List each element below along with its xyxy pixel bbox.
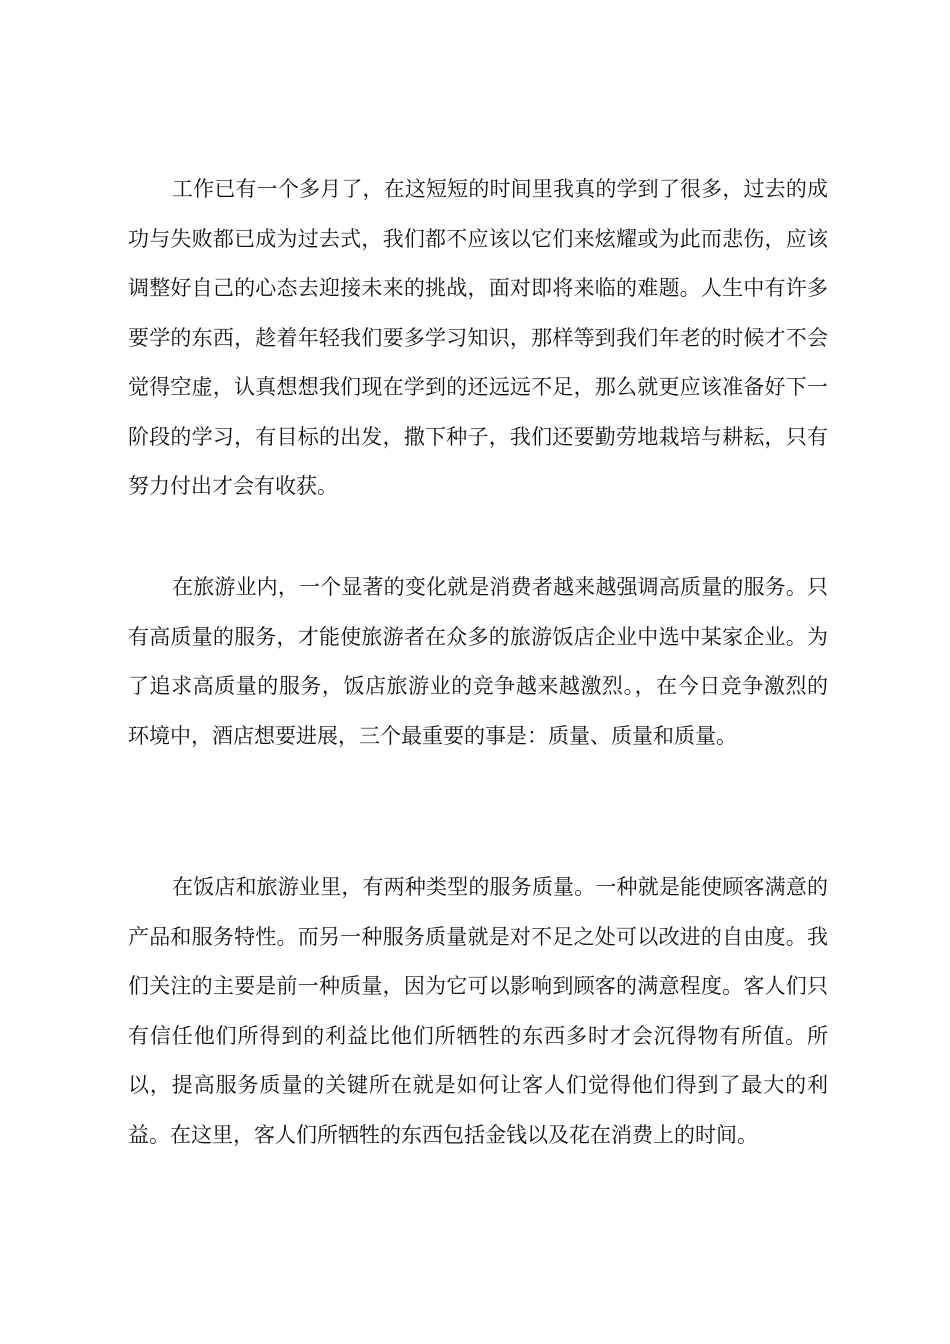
paragraph-1: 工作已有一个多月了，在这短短的时间里我真的学到了很多，过去的成功与失败都已成为过去式，我们都不应该以它们来炫耀或为此而悲伤，应该调整好自己的心态去迎接未来的挑战，面对即将来临的难题。人生中有许多要学的东西，趁着年轻我们要多学习知识，那样等到我们年老的时候才不会觉得空虚，认真想想我们现在学到的还远远不足，那么就更应该准备好下一阶段的学习，有目标的出发，撒下种子，我们还要勤劳地栽培与耕耘，只有努力付出才会有收获。: [128, 177, 828, 498]
paragraph-2: 在旅游业内，一个显著的变化就是消费者越来越强调高质量的服务。只有高质量的服务，才能使旅游者在众多的旅游饭店企业中选中某家企业。为了追求高质量的服务，饭店旅游业的竞争越来越激烈。，在今日竞争激烈的环境中，酒店想要进展，三个最重要的事是：质量、质量和质量。: [128, 575, 828, 748]
paragraph-3: 在饭店和旅游业里，有两种类型的服务质量。一种就是能使顾客满意的产品和服务特性。而另一种服务质量就是对不足之处可以改进的自由度。我们关注的主要是前一种质量，因为它可以影响到顾客的满意程度。客人们只有信任他们所得到的利益比他们所牺牲的东西多时才会沉得物有所值。所以，提高服务质量的关键所在就是如何让客人们觉得他们得到了最大的利益。在这里，客人们所牺牲的东西包括金钱以及花在消费上的时间。: [128, 875, 828, 1147]
